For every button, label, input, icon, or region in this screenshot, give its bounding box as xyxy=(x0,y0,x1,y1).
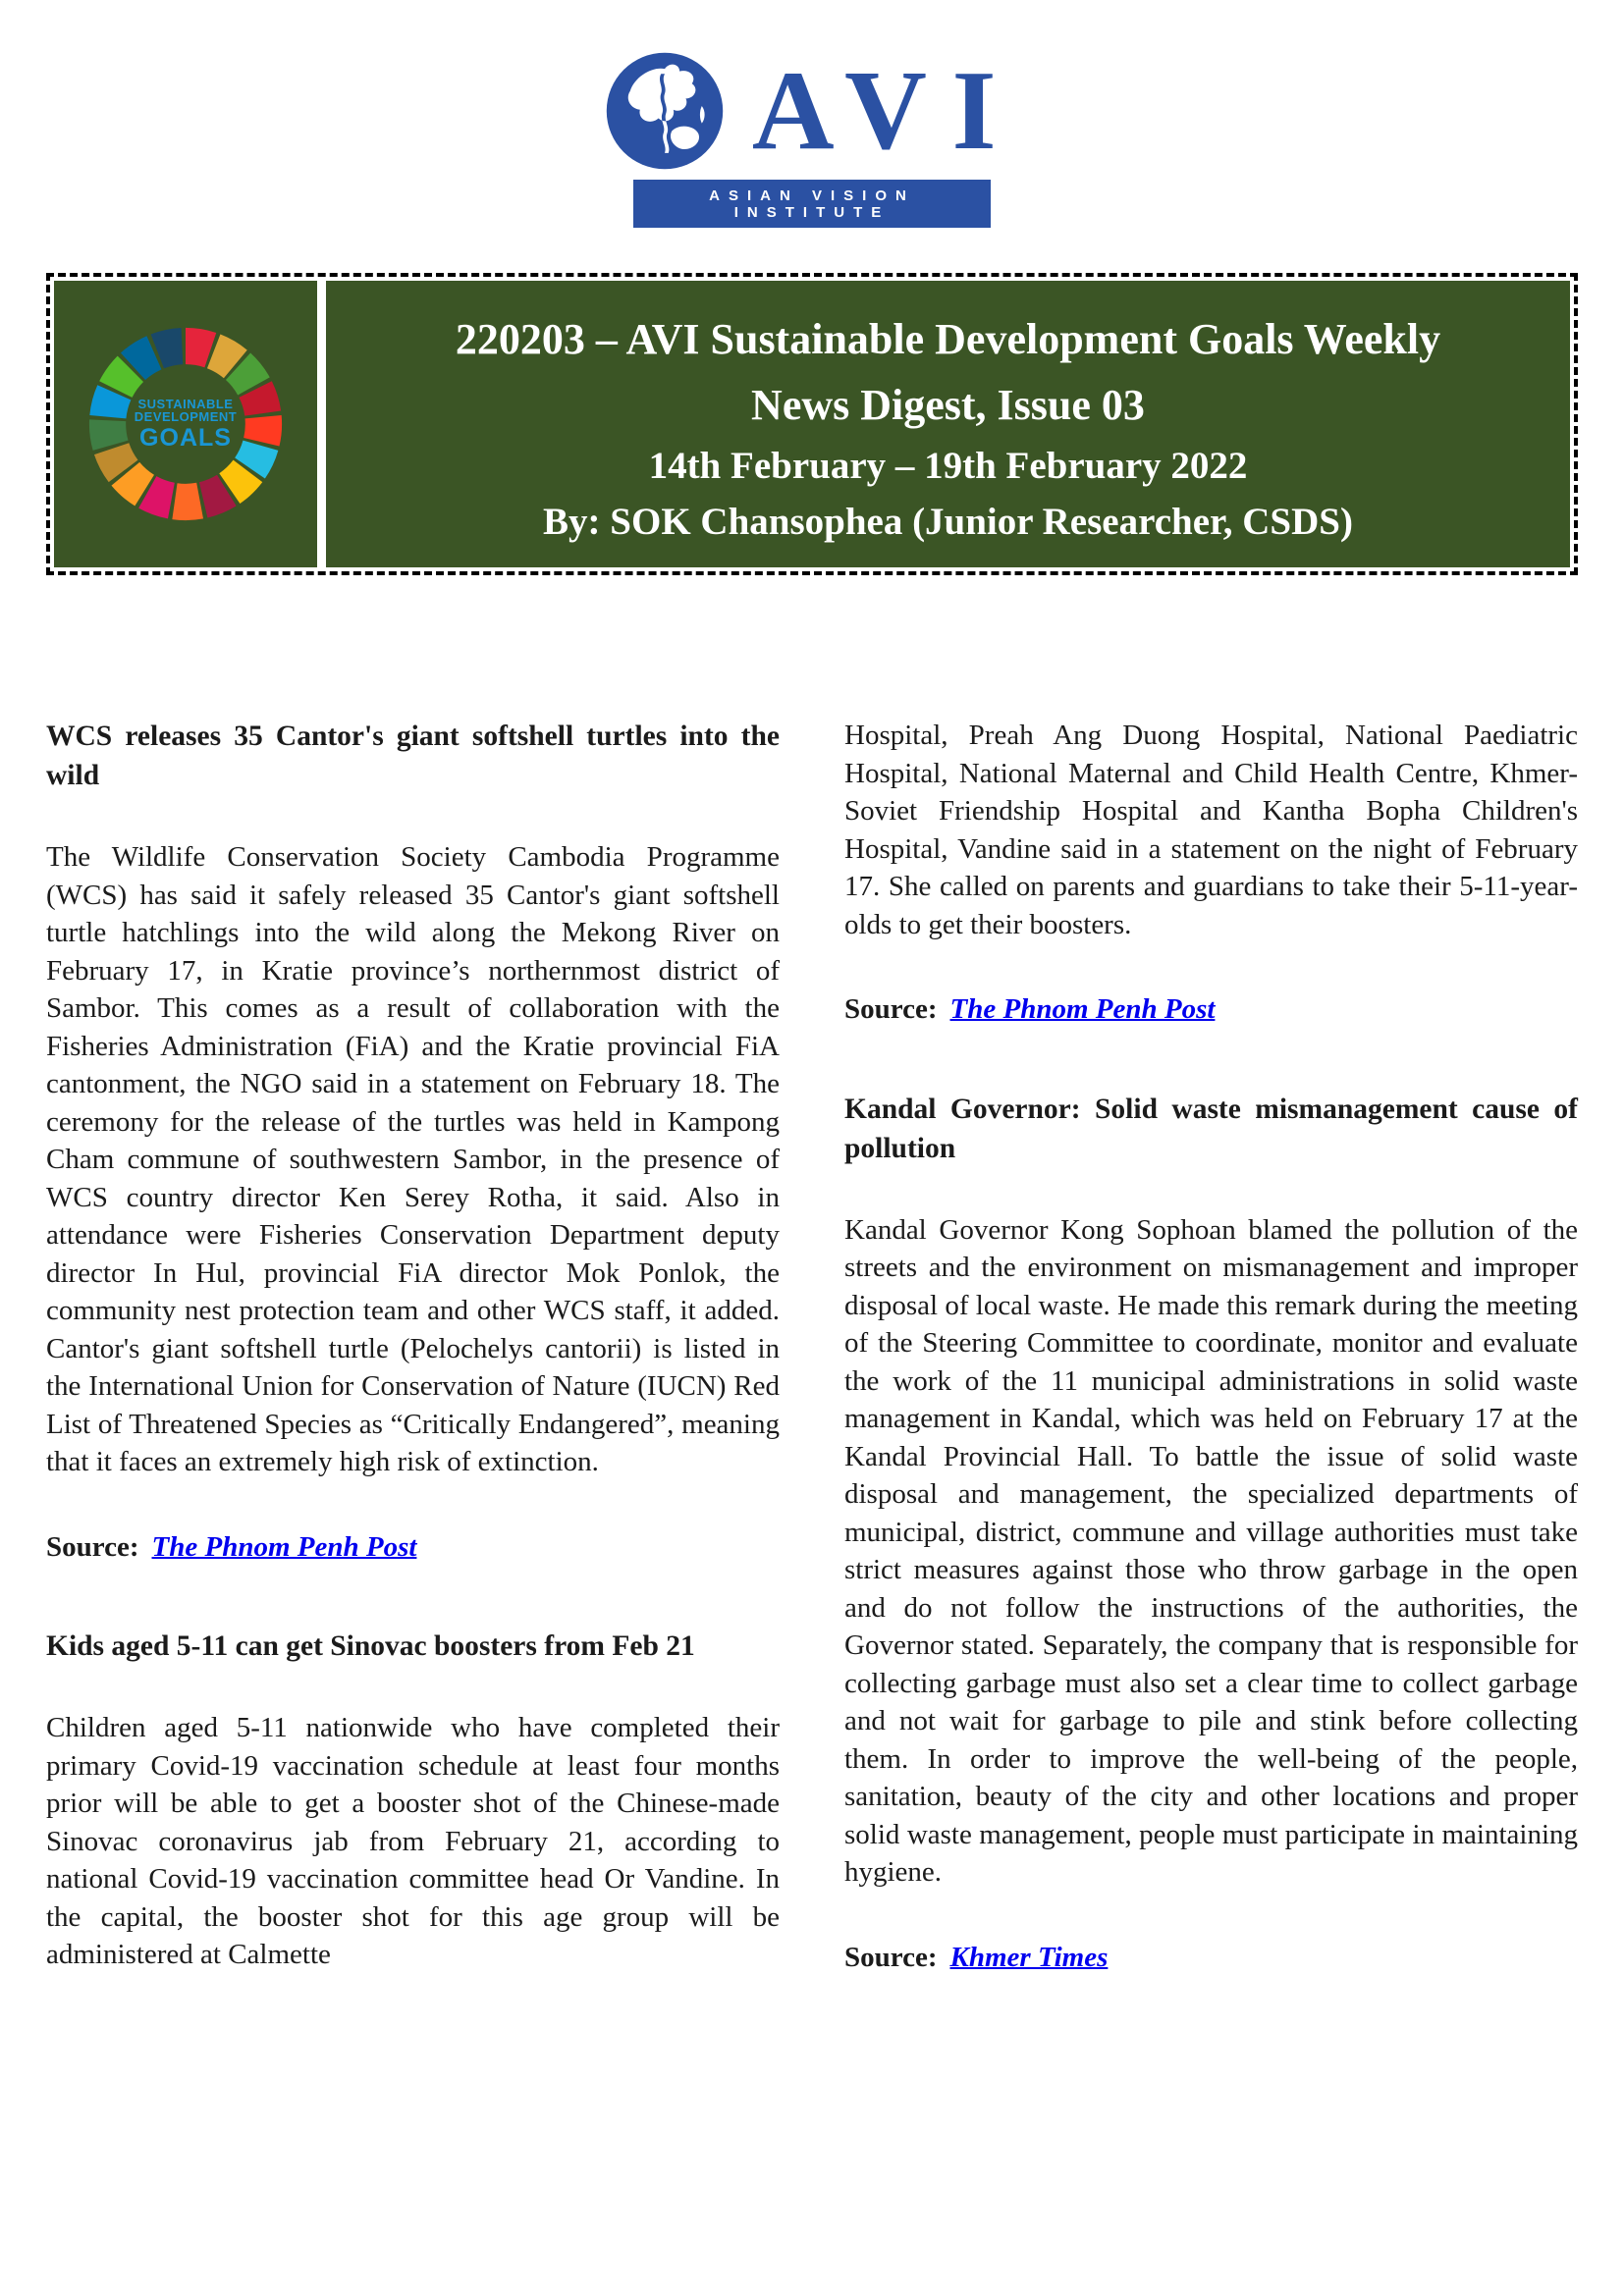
sdg-text-sustainable: SUSTAINABLE xyxy=(137,396,234,411)
source-label: Source: xyxy=(46,1530,139,1563)
article-paragraph-wcs-turtles: The Wildlife Conservation Society Cambodia Programme (WCS) has said it safely released 35 Cantor's giant softshell turtle hatchlings into the wild along the Mekong River on February 17, in Kratie province’s northernmost district of Sambor. This comes as a result of collaboration with the Fisheries Administration (FiA) and the Kratie provincial FiA cantonment, the NGO said in a statement on February 18. The ceremony for the release of the turtles was held in Kampong Cham commune of southwestern Sambor, in the presence of WCS country director Ken Serey Rotha, it said. Also in attendance were Fisheries Conservation Department deputy director In Hul, provincial FiA director Mok Ponlok, the community nest protection team and other WCS staff, it added. Cantor's giant softshell turtle (Pelochelys cantorii) is listed in the International Union for Conservation of Nature (IUCN) Red List of Threatened Species as “Critically Endangered”, meaning that it faces an extremely high risk of extinction. xyxy=(46,841,780,1477)
left-column xyxy=(46,717,780,2037)
digest-title-line2: News Digest, Issue 03 xyxy=(751,381,1145,429)
sdg-wheel-icon xyxy=(84,323,287,525)
article-columns xyxy=(46,717,1578,2037)
banner-text-area xyxy=(326,281,1570,567)
article-heading-wcs-turtles: WCS releases 35 Cantor's giant softshell turtles into the wild xyxy=(46,721,780,791)
right-column xyxy=(844,717,1578,2037)
article-heading-kandal-waste: Kandal Governor: Solid waste mismanagement cause of pollution xyxy=(844,1093,1578,1164)
header-banner xyxy=(46,273,1578,575)
article-heading-sinovac-boosters: Kids aged 5-11 can get Sinovac boosters from Feb 21 xyxy=(46,1630,695,1662)
header-banner-inner xyxy=(54,281,1570,567)
source-line xyxy=(46,1528,780,1567)
logo-wordmark: AVI xyxy=(751,48,1022,174)
source-link-phnom-penh-post-1[interactable]: The Phnom Penh Post xyxy=(151,1530,417,1563)
digest-date-range: 14th February – 19th February 2022 xyxy=(648,445,1248,487)
source-link-khmer-times[interactable]: Khmer Times xyxy=(949,1941,1109,1973)
globe-icon xyxy=(603,49,727,173)
source-line xyxy=(844,1939,1578,1977)
sdg-text-development: DEVELOPMENT xyxy=(134,409,238,425)
digest-title-line1: 220203 – AVI Sustainable Development Goals Weekly xyxy=(455,315,1441,363)
sdg-logo-box xyxy=(54,281,326,567)
avi-logo-row xyxy=(603,49,1021,173)
digest-byline: By: SOK Chansophea (Junior Researcher, CSDS) xyxy=(543,501,1353,543)
avi-logo-block xyxy=(0,0,1624,228)
sdg-text-goals: GOALS xyxy=(139,424,232,453)
source-label: Source: xyxy=(844,1941,938,1973)
sdg-logo xyxy=(84,323,287,525)
article-paragraph-kandal-waste: Kandal Governor Kong Sophoan blamed the pollution of the streets and the environment on mismanagement and improper disposal of local waste. He made this remark during the meeting of the Steering Committee to coordinate, monitor and evaluate the work of the 11 municipal administrations in solid waste management in Kandal, which was held on February 17 at the Kandal Provincial Hall. To battle the issue of solid waste disposal and management, the specialized departments of municipal, district, commune and village authorities must take strict measures against those who throw garbage in the open and do not follow the instructions of the authorities, the Governor stated. Separately, the company that is responsible for collecting garbage must also set a clear time to collect garbage and not wait for garbage to pile and stink before collecting them. In order to improve the well-being of the people, sanitation, beauty of the city and other locations and proper solid waste management, people must participate in maintaining hygiene. xyxy=(844,1213,1578,1888)
article-paragraph-sinovac-boosters: Children aged 5-11 nationwide who have completed their primary Covid-19 vaccination schedule at least four months prior will be able to get a booster shot of the Chinese-made Sinovac coronavirus jab from February 21, according to national Covid-19 vaccination committee head Or Vandine. In the capital, the booster shot for this age group will be administered at Calmette xyxy=(46,1712,780,1970)
article-paragraph-sinovac-continued: Hospital, Preah Ang Duong Hospital, National Paediatric Hospital, National Maternal and Child Health Centre, Khmer-Soviet Friendship Hospital and Kantha Bopha Children's Hospital, Vandine said in a statement on the night of February 17. She called on parents and guardians to take their 5-11-year-olds to get their boosters. xyxy=(844,720,1578,940)
logo-institute-banner: ASIAN VISION INSTITUTE xyxy=(633,180,991,228)
source-line xyxy=(844,990,1578,1029)
source-link-phnom-penh-post-2[interactable]: The Phnom Penh Post xyxy=(949,993,1216,1025)
source-label: Source: xyxy=(844,993,938,1025)
